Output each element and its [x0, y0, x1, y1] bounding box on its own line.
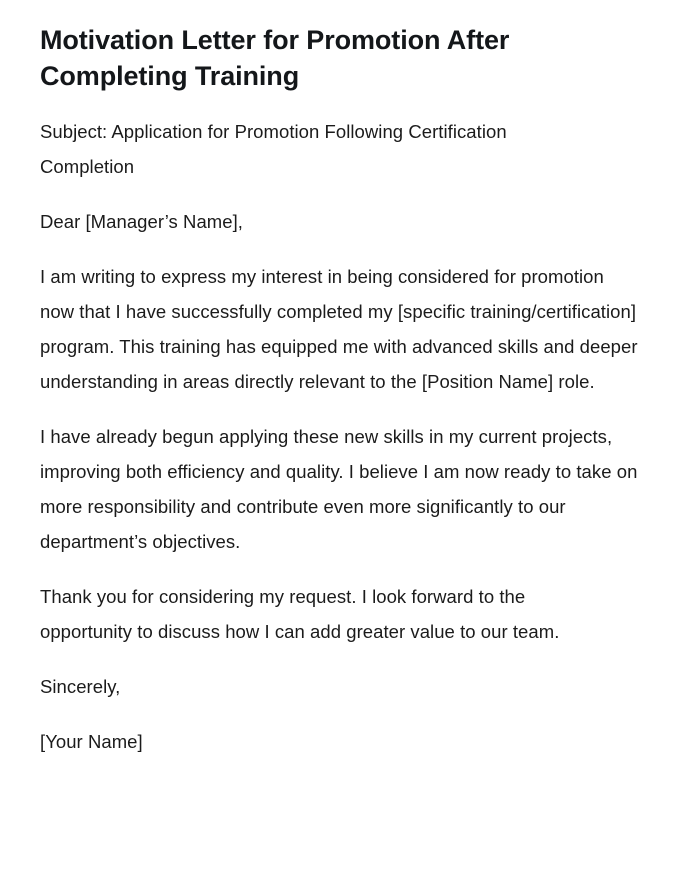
page-title: Motivation Letter for Promotion After Completing Training: [40, 25, 510, 91]
letter-paragraph-progress: I have already begun applying these new skills in my current projects, improving both efficiency and quality. I believe I am now ready to take on more responsibility and contribute even more significantly to our department’s objectives.: [40, 426, 638, 552]
letter-paragraph-intro: I am writing to express my interest in being considered for promotion now that I have successfully completed my [specific training/certification] program. This training has equipped me with advanced skills and deeper understanding in areas directly relevant to the [Position Name] role.: [40, 266, 638, 392]
letter-body: [40, 114, 644, 759]
letter-subject-line: Subject: Application for Promotion Following Certification Completion: [40, 121, 507, 177]
letter-salutation: Dear [Manager’s Name],: [40, 211, 243, 232]
letter-article: [40, 22, 644, 759]
letter-signoff: Sincerely,: [40, 676, 121, 697]
letter-signature-name: [Your Name]: [40, 731, 143, 752]
letter-paragraph-closing: Thank you for considering my request. I look forward to the opportunity to discuss how I can add greater value to our team.: [40, 586, 560, 642]
